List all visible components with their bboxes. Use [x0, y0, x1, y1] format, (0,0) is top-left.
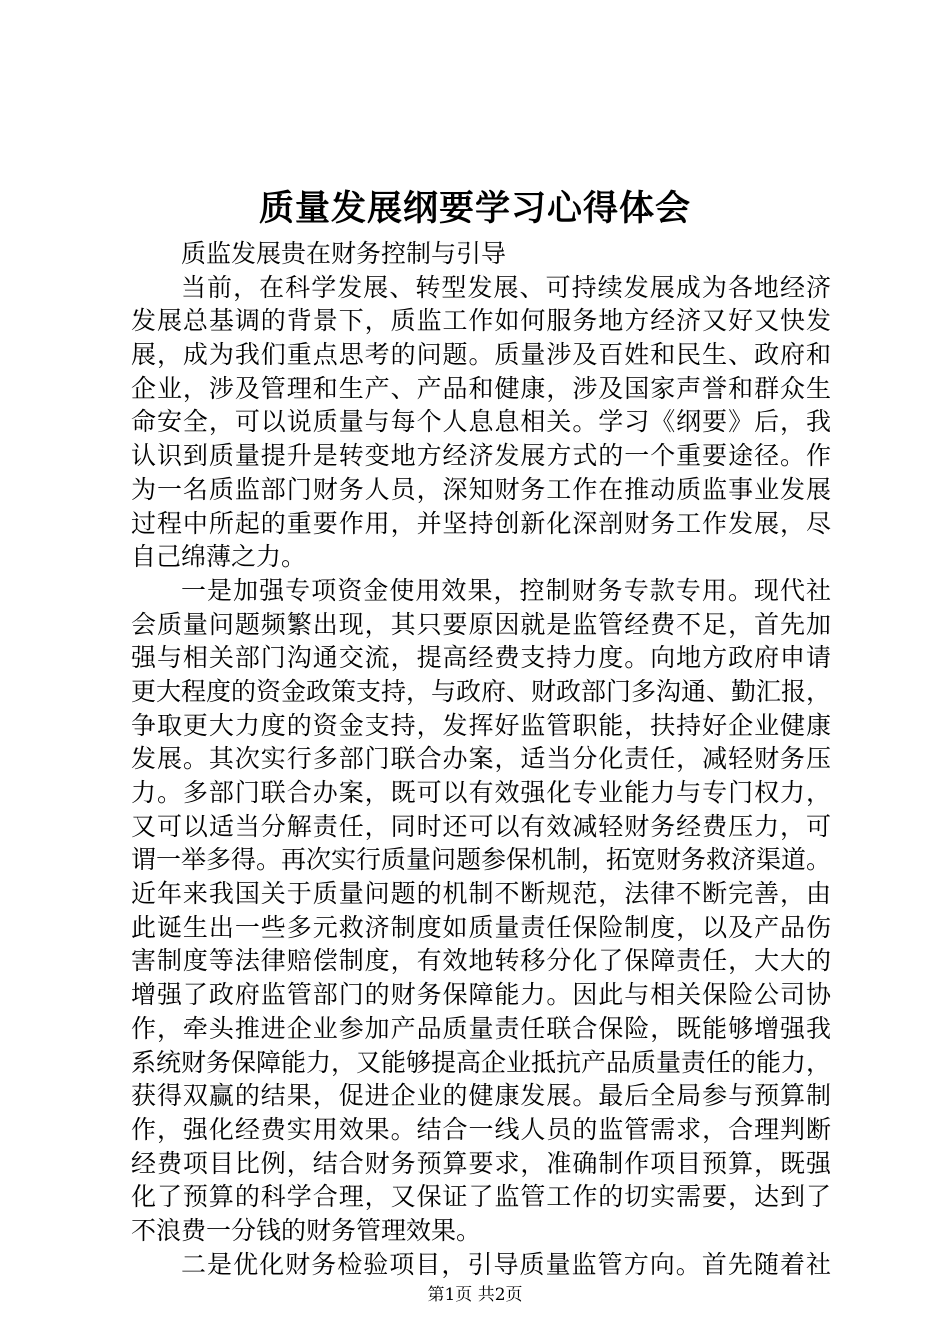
text-line: 作，强化经费实用效果。结合一线人员的监管需求，合理判断 [131, 1114, 831, 1144]
text-line: 害制度等法律赔偿制度，有效地转移分化了保障责任，大大的 [131, 946, 831, 976]
text-line: 此诞生出一些多元救济制度如质量责任保险制度，以及产品伤 [131, 912, 831, 942]
text-line: 强与相关部门沟通交流，提高经费支持力度。向地方政府申请 [131, 643, 831, 673]
text-line: 会质量问题频繁出现，其只要原因就是监管经费不足，首先加 [131, 609, 831, 639]
text-line: 质监发展贵在财务控制与引导 [181, 239, 507, 268]
text-line: 一是加强专项资金使用效果，控制财务专款专用。现代社 [181, 575, 831, 605]
text-line: 为一名质监部门财务人员，深知财务工作在推动质监事业发展 [131, 474, 831, 504]
text-line: 展，成为我们重点思考的问题。质量涉及百姓和民生、政府和 [131, 340, 831, 370]
text-line: 发展。其次实行多部门联合办案，适当分化责任，减轻财务压 [131, 744, 831, 774]
text-line: 谓一举多得。再次实行质量问题参保机制，拓宽财务救济渠道。 [131, 845, 832, 875]
document-title: 质量发展纲要学习心得体会 [258, 188, 691, 229]
text-line: 争取更大力度的资金支持，发挥好监管职能，扶持好企业健康 [131, 710, 831, 740]
text-line: 力。多部门联合办案，既可以有效强化专业能力与专门权力， [131, 778, 831, 807]
page-footer: 第1页 共2页 [427, 1285, 523, 1305]
text-line: 增强了政府监管部门的财务保障能力。因此与相关保险公司协 [131, 980, 831, 1010]
text-line: 作，牵头推进企业参加产品质量责任联合保险，既能够增强我 [131, 1013, 831, 1043]
text-line: 系统财务保障能力，又能够提高企业抵抗产品质量责任的能力， [131, 1047, 832, 1077]
text-line: 二是优化财务检验项目，引导质量监管方向。首先随着社 [181, 1249, 831, 1279]
text-line: 经费项目比例，结合财务预算要求，准确制作项目预算，既强 [131, 1148, 831, 1178]
text-line: 自己绵薄之力。 [131, 542, 307, 572]
text-line: 又可以适当分解责任，同时还可以有效减轻财务经费压力，可 [131, 811, 831, 841]
text-line: 企业，涉及管理和生产、产品和健康，涉及国家声誉和群众生 [131, 373, 831, 403]
text-line: 命安全，可以说质量与每个人息息相关。学习《纲要》后，我 [131, 407, 831, 437]
text-line: 获得双赢的结果，促进企业的健康发展。最后全局参与预算制 [131, 1081, 831, 1111]
text-line: 发展总基调的背景下，质监工作如何服务地方经济又好又快发 [131, 306, 831, 336]
text-line: 当前，在科学发展、转型发展、可持续发展成为各地经济 [181, 272, 831, 302]
text-line: 化了预算的科学合理，又保证了监管工作的切实需要，达到了 [131, 1182, 831, 1212]
text-line: 过程中所起的重要作用，并坚持创新化深剖财务工作发展，尽 [131, 508, 831, 538]
text-line: 更大程度的资金政策支持，与政府、财政部门多沟通、勤汇报， [131, 676, 832, 706]
text-line: 近年来我国关于质量问题的机制不断规范，法律不断完善，由 [131, 879, 831, 909]
text-line: 认识到质量提升是转变地方经济发展方式的一个重要途径。作 [131, 441, 831, 471]
document-body [131, 237, 831, 1281]
text-line: 不浪费一分钱的财务管理效果。 [131, 1215, 482, 1245]
